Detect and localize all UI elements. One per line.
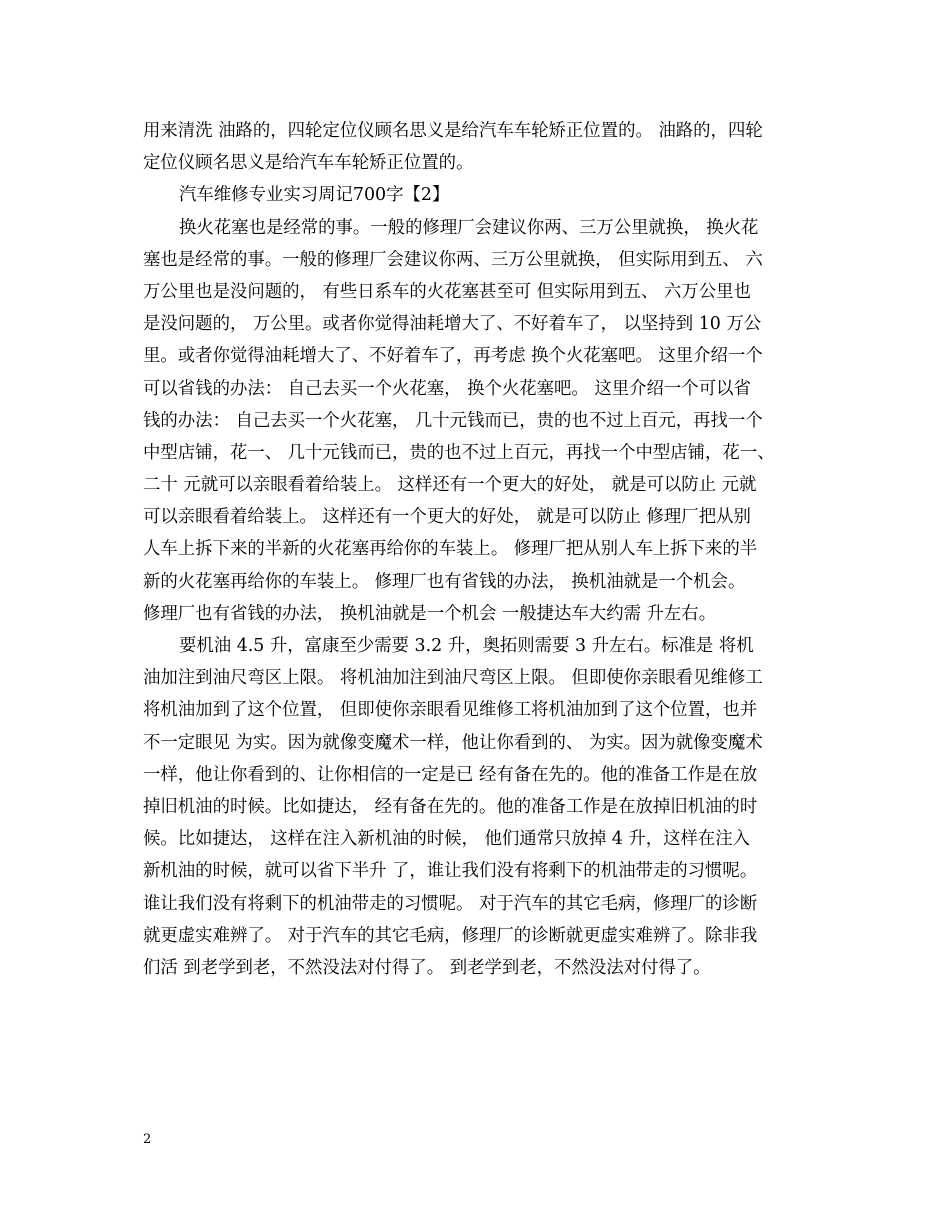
text-line: 里。或者你觉得油耗增大了、不好着车了，再考虑 换个火花塞吧。 这里介绍一个 bbox=[143, 346, 763, 367]
text-line: 不一定眼见 为实。因为就像变魔术一样，他让你看到的、 为实。因为就像变魔术 bbox=[143, 732, 763, 753]
text-line: 汽车维修专业实习周记700字【2】 bbox=[179, 185, 450, 206]
text-line: 中型店铺，花一、 几十元钱而已，贵的也不过上百元，再找一个中型店铺，花一、 bbox=[143, 442, 775, 463]
text-line: 谁让我们没有将剩下的机油带走的习惯呢。 对于汽车的其它毛病，修理厂的诊断 bbox=[143, 893, 758, 914]
text-line: 新的火花塞再给你的车装上。 修理厂也有省钱的办法， 换机油就是一个机会。 bbox=[143, 571, 746, 592]
text-line: 一样，他让你看到的、让你相信的一定是已 经有备在先的。他的准备工作是在放 bbox=[143, 764, 758, 785]
text-line: 二十 元就可以亲眼看着给装上。 这样还有一个更大的好处， 就是可以防止 元就 bbox=[143, 475, 757, 496]
text-line: 是没问题的， 万公里。或者你觉得油耗增大了、不好着车了， 以坚持到 10 万公 bbox=[143, 314, 762, 335]
text-line: 们活 到老学到老，不然没法对付得了。 到老学到老，不然没法对付得了。 bbox=[143, 957, 711, 978]
text-line: 定位仪顾名思义是给汽车车轮矫正位置的。 bbox=[143, 153, 474, 174]
text-line: 油加注到油尺弯区上限。 将机油加注到油尺弯区上限。 但即使你亲眼看见维修工 bbox=[143, 668, 763, 689]
text-line: 换火花塞也是经常的事。一般的修理厂会建议你两、三万公里就换， 换火花 bbox=[179, 217, 759, 238]
text-line: 修理厂也有省钱的办法， 换机油就是一个机会 一般捷达车大约需 升左右。 bbox=[143, 603, 717, 624]
body-text bbox=[143, 115, 823, 984]
text-line: 新机油的时候，就可以省下半升 了，谁让我们没有将剩下的机油带走的习惯呢。 bbox=[143, 861, 758, 882]
text-line: 用来清洗 油路的，四轮定位仪顾名思义是给汽车车轮矫正位置的。 油路的，四轮 bbox=[143, 121, 763, 141]
text-line: 掉旧机油的时候。比如捷达， 经有备在先的。他的准备工作是在放掉旧机油的时 bbox=[143, 796, 758, 817]
text-line: 人车上拆下来的半新的火花塞再给你的车装上。 修理厂把从别人车上拆下来的半 bbox=[143, 539, 758, 560]
text-line: 可以亲眼看着给装上。 这样还有一个更大的好处， 就是可以防止 修理厂把从别 bbox=[143, 507, 751, 528]
text-line: 要机油 4.5 升，富康至少需要 3.2 升，奥拓则需要 3 升左右。标准是 将机 bbox=[179, 636, 754, 656]
text-line: 万公里也是没问题的， 有些日系车的火花塞甚至可 但实际用到五、 六万公里也 bbox=[143, 281, 751, 302]
text-line: 就更虚实难辨了。 对于汽车的其它毛病，修理厂的诊断就更虚实难辨了。除非我 bbox=[143, 925, 758, 946]
text-line: 将机油加到了这个位置， 但即使你亲眼看见维修工将机油加到了这个位置，也并 bbox=[143, 700, 758, 721]
text-line: 可以省钱的办法： 自己去买一个火花塞， 换个火花塞吧。 这里介绍一个可以省 bbox=[143, 378, 751, 399]
text-line: 钱的办法： 自己去买一个火花塞， 几十元钱而已，贵的也不过上百元，再找一个 bbox=[143, 410, 763, 431]
page-number: 2 bbox=[143, 1132, 152, 1147]
text-line: 塞也是经常的事。一般的修理厂会建议你两、三万公里就换， 但实际用到五、 六 bbox=[143, 249, 763, 270]
text-line: 候。比如捷达， 这样在注入新机油的时候， 他们通常只放掉 4 升，这样在注入 bbox=[143, 829, 751, 850]
